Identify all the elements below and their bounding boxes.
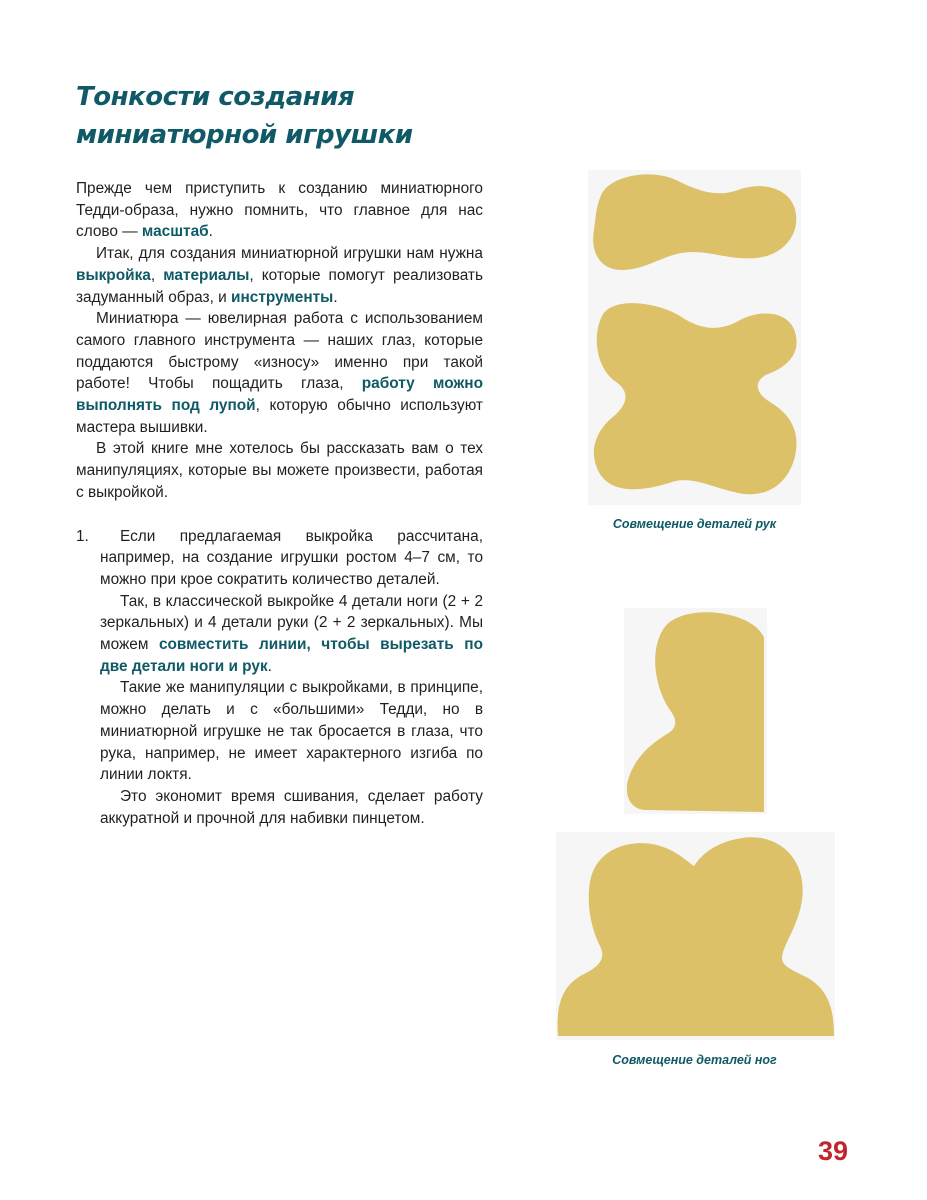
list-item <box>76 526 483 830</box>
paragraph: Если предлагаемая выкройка рассчитана, например, на создание игрушки ростом 4–7 см, то можно при крое сократить количество деталей. <box>100 527 483 588</box>
paragraph <box>76 308 483 438</box>
highlight-term: материалы <box>163 266 250 284</box>
arms-pattern-image <box>588 170 801 505</box>
paragraph <box>100 591 483 678</box>
leg-piece-single <box>627 612 764 812</box>
title-line-1: Тонкости создания <box>76 82 355 112</box>
paragraph: В этой книге мне хотелось бы рассказать вам о тех манипуляциях, которые вы можете произвести, работая с выкройкой. <box>76 440 483 501</box>
legs-caption: Совмещение деталей ног <box>612 1053 777 1067</box>
paragraph <box>76 243 483 308</box>
leg-pattern-figure-single <box>624 608 767 814</box>
title-line-2: миниатюрной игрушки <box>76 120 413 150</box>
body-text <box>76 178 483 829</box>
text-run: Итак, для создания миниатюрной игрушки нам нужна <box>96 245 483 263</box>
text-run: . <box>267 657 272 675</box>
text-run: , <box>150 266 164 284</box>
leg-piece-single-image <box>624 608 767 814</box>
paragraph <box>76 178 483 243</box>
arm-piece-single <box>593 174 796 270</box>
highlight-term: работу можно выполнять под лупой <box>76 375 483 415</box>
text-run: . <box>333 288 338 306</box>
paragraph: Это экономит время сшивания, сделает работу аккуратной и прочной для набивки пинцетом. <box>100 787 483 827</box>
arm-piece-mirrored-pair <box>594 303 797 494</box>
text-run: , которую обычно используют мастера вышивки. <box>76 397 483 436</box>
highlight-term: инструменты <box>231 288 334 306</box>
highlight-term: выкройка <box>76 266 151 284</box>
leg-piece-mirrored-pair <box>558 837 834 1036</box>
list-number: 1. <box>76 527 89 545</box>
highlight-term: совместить линии, чтобы вырезать по две детали ноги и рук <box>100 636 483 675</box>
leg-piece-combined-image <box>556 832 835 1040</box>
text-run: Прежде чем приступить к созданию миниатюрного Тедди-образа, нужно помнить, что главное для нас слово — <box>76 180 483 241</box>
text-run: , которые помогут реализовать задуманный образ, и <box>76 266 484 306</box>
page-number: 39 <box>818 1136 849 1166</box>
arms-caption: Совмещение деталей рук <box>612 517 777 531</box>
paragraph: Такие же манипуляции с выкройками, в принципе, можно делать и с «большими» Тедди, но в миниатюрной игрушке не так бросается в глаза, что рука, например, не имеет характерного изгиба по линии локтя. <box>100 679 483 784</box>
text-run: Так, в классической выкройке 4 детали ноги (2 + 2 зеркальных) и 4 детали руки (2 + 2 зеркальных). Мы можем <box>100 592 483 654</box>
page-title <box>76 78 413 154</box>
highlight-term: масштаб <box>141 223 209 241</box>
text-run: . <box>208 223 213 241</box>
arms-pattern-figure <box>588 170 801 505</box>
leg-pattern-figure-combined <box>556 832 835 1040</box>
text-run: Миниатюра — ювелирная работа с использованием самого главного инструмента — наших глаз, которые поддаются быстрому «износу» именно при такой работе! Чтобы пощадить глаза, <box>76 310 483 393</box>
